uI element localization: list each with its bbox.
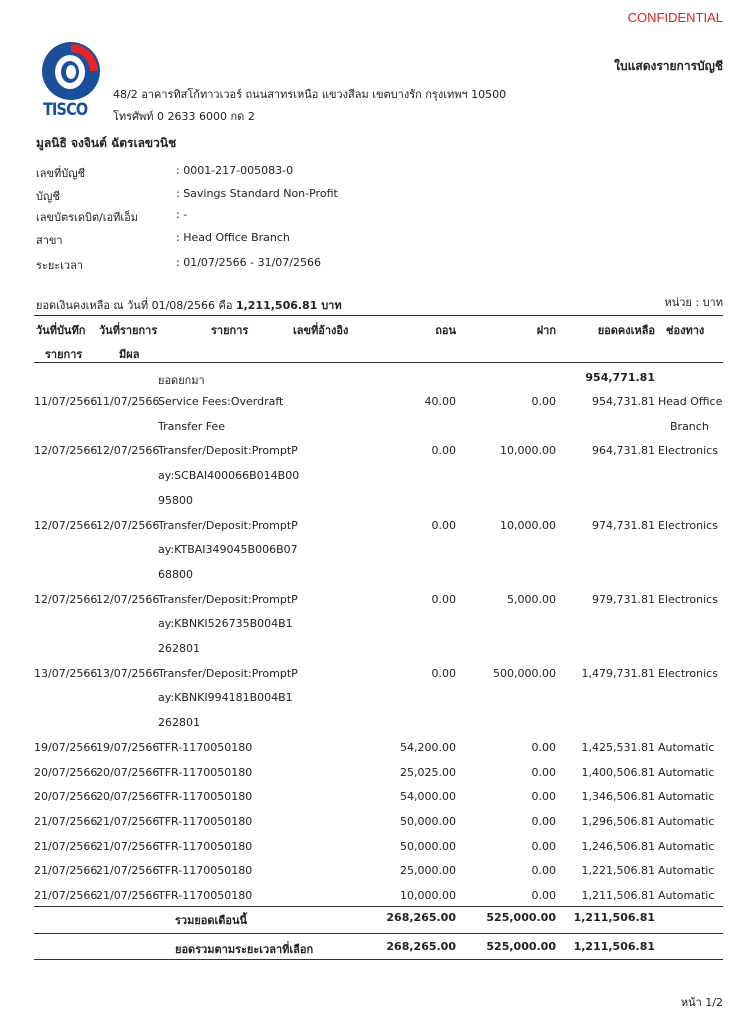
row-deposit: 0.00 [531, 814, 556, 828]
header-channel: ช่องทาง [666, 324, 705, 337]
row-withdraw: 25,025.00 [400, 765, 456, 779]
row-deposit: 0.00 [531, 864, 556, 878]
row-channel: Head Office [658, 395, 723, 408]
row-txn-date: 21/07/2566 [34, 839, 98, 853]
period-label: ระยะเวลา [36, 259, 84, 272]
row-balance: 1,211,506.81 [581, 889, 655, 902]
row-description: ay:KBNKI526735B004B1 [158, 617, 293, 631]
month-total-balance: 1,211,506.81 [573, 911, 655, 924]
row-deposit: 0.00 [531, 395, 556, 408]
row-txn-date: 21/07/2566 [34, 889, 98, 902]
period-total-withdraw: 268,265.00 [386, 940, 456, 953]
row-eff-date: 21/07/2566 [96, 864, 160, 878]
row-deposit: 500,000.00 [493, 666, 556, 680]
totals-bottom-rule [34, 959, 723, 960]
header-txn-date: วันที่บันทึก [36, 324, 86, 337]
row-balance: 1,246,506.81 [581, 839, 655, 853]
logo-text: TISCO [43, 100, 88, 120]
row-withdraw: 40.00 [424, 395, 456, 408]
row-channel: Automatic [658, 790, 715, 804]
brought-forward-balance: 954,771.81 [585, 371, 655, 384]
row-txn-date: 21/07/2566 [34, 864, 98, 878]
header-bottom-rule [34, 362, 723, 363]
account-holder: มูลนิธิ จงจินต์ ฉัตรเลขวนิช [36, 136, 177, 150]
row-description: ay:KTBAI349045B006B07 [158, 543, 298, 557]
row-eff-date: 21/07/2566 [96, 814, 160, 828]
row-description: TFR-1170050180 [158, 864, 253, 878]
row-txn-date: 12/07/2566 [34, 518, 98, 532]
document-title: ใบแสดงรายการบัญชี [614, 59, 723, 73]
row-withdraw: 25,000.00 [400, 864, 456, 878]
row-eff-date: 11/07/2566 [96, 395, 160, 408]
tisco-logo [40, 40, 102, 122]
header-reference: เลขที่อ้างอิง [293, 324, 349, 337]
row-eff-date: 12/07/2566 [96, 444, 160, 458]
row-balance: 1,400,506.81 [581, 765, 655, 779]
row-eff-date: 21/07/2566 [96, 839, 160, 853]
row-withdraw: 10,000.00 [400, 889, 456, 902]
account-number-value: : 0001-217-005083-0 [176, 164, 294, 177]
row-description: Service Fees:Overdraft [158, 395, 284, 408]
period-total-label: ยอดรวมตามระยะเวลาที่เลือก [175, 943, 314, 956]
row-channel: Automatic [658, 839, 715, 853]
row-eff-date: 13/07/2566 [96, 666, 160, 680]
row-balance: 979,731.81 [592, 592, 655, 606]
row-deposit: 0.00 [531, 790, 556, 804]
row-deposit: 5,000.00 [507, 592, 556, 606]
branch-value: : Head Office Branch [176, 231, 290, 244]
row-description: TFR-1170050180 [158, 889, 253, 902]
row-withdraw: 54,000.00 [400, 790, 456, 804]
row-description: Transfer/Deposit:PromptP [158, 666, 298, 680]
account-number-label: เลขที่บัญชี [36, 167, 86, 180]
row-channel: Automatic [658, 814, 715, 828]
row-balance: 1,479,731.81 [581, 666, 655, 680]
row-balance: 964,731.81 [592, 444, 655, 458]
totals-top-rule [34, 906, 723, 907]
month-total-label: รวมยอดเดือนนี้ [175, 914, 248, 927]
row-deposit: 0.00 [531, 740, 556, 754]
row-txn-date: 19/07/2566 [34, 740, 98, 754]
row-eff-date: 20/07/2566 [96, 765, 160, 779]
header-eff-date-line2: มีผล [119, 348, 140, 361]
row-deposit: 0.00 [531, 765, 556, 779]
row-txn-date: 21/07/2566 [34, 814, 98, 828]
row-withdraw: 50,000.00 [400, 839, 456, 853]
account-type-label: บัญชี [36, 190, 60, 203]
period-total-deposit: 525,000.00 [486, 940, 556, 953]
row-balance: 1,221,506.81 [581, 864, 655, 878]
bank-phone: โทรศัพท์ 0 2633 6000 กด 2 [113, 110, 255, 123]
row-description: TFR-1170050180 [158, 765, 253, 779]
page-number: หน้า 1/2 [680, 996, 723, 1009]
header-withdraw: ถอน [435, 324, 456, 337]
row-txn-date: 20/07/2566 [34, 790, 98, 804]
month-total-deposit: 525,000.00 [486, 911, 556, 924]
debit-card-value: : - [176, 208, 188, 221]
totals-mid-rule [34, 933, 723, 934]
row-description: TFR-1170050180 [158, 814, 253, 828]
row-description: ay:KBNKI994181B004B1 [158, 691, 293, 705]
row-withdraw: 54,200.00 [400, 740, 456, 754]
month-total-withdraw: 268,265.00 [386, 911, 456, 924]
row-txn-date: 13/07/2566 [34, 666, 98, 680]
row-eff-date: 19/07/2566 [96, 740, 160, 754]
row-channel: Automatic [658, 765, 715, 779]
row-description: TFR-1170050180 [158, 740, 253, 754]
row-description: TFR-1170050180 [158, 839, 253, 853]
row-deposit: 0.00 [531, 839, 556, 853]
header-deposit: ฝาก [536, 324, 556, 337]
row-channel: Electronics [658, 518, 718, 532]
balance-summary-text: ยอดเงินคงเหลือ ณ วันที่ 01/08/2566 คือ [36, 299, 233, 312]
row-description: Transfer/Deposit:PromptP [158, 444, 298, 458]
header-description: รายการ [211, 324, 249, 337]
bank-address: 48/2 อาคารทิสโก้ทาวเวอร์ ถนนสาทรเหนือ แขวงสีลม เขตบางรัก กรุงเทพฯ 10500 [113, 88, 507, 101]
row-channel: Automatic [658, 864, 715, 878]
header-txn-date-line2: รายการ [45, 348, 83, 361]
row-channel: Electronics [658, 592, 718, 606]
row-deposit: 0.00 [531, 889, 556, 902]
row-description: TFR-1170050180 [158, 790, 253, 804]
row-balance: 974,731.81 [592, 518, 655, 532]
row-description: 68800 [158, 567, 193, 581]
balance-summary-amount: 1,211,506.81 บาท [235, 299, 342, 312]
row-eff-date: 12/07/2566 [96, 518, 160, 532]
row-txn-date: 12/07/2566 [34, 444, 98, 458]
row-withdraw: 0.00 [431, 666, 456, 680]
row-balance: 1,425,531.81 [581, 740, 655, 754]
period-value: : 01/07/2566 - 31/07/2566 [176, 256, 321, 269]
row-channel: Branch [670, 419, 709, 433]
row-description: ay:SCBAI400066B014B00 [158, 469, 300, 483]
row-txn-date: 11/07/2566 [34, 395, 98, 408]
row-description: 95800 [158, 493, 193, 507]
brought-forward-label: ยอดยกมา [158, 374, 205, 387]
row-txn-date: 20/07/2566 [34, 765, 98, 779]
unit-label: หน่วย : บาท [664, 296, 723, 309]
row-balance: 1,346,506.81 [581, 790, 655, 804]
row-eff-date: 21/07/2566 [96, 889, 160, 902]
row-description: 262801 [158, 642, 200, 655]
row-deposit: 10,000.00 [500, 518, 556, 532]
row-balance: 954,731.81 [592, 395, 655, 408]
row-withdraw: 0.00 [431, 592, 456, 606]
row-channel: Electronics [658, 666, 718, 680]
row-withdraw: 0.00 [431, 518, 456, 532]
debit-card-label: เลขบัตรเดบิต/เอทีเอ็ม [36, 211, 139, 224]
row-channel: Electronics [658, 444, 718, 458]
confidential-label: CONFIDENTIAL [627, 10, 723, 25]
balance-summary [36, 296, 342, 314]
row-eff-date: 12/07/2566 [96, 592, 160, 606]
row-description: Transfer/Deposit:PromptP [158, 518, 298, 532]
account-type-value: : Savings Standard Non-Profit [176, 187, 338, 200]
row-description: Transfer/Deposit:PromptP [158, 592, 298, 606]
branch-label: สาขา [36, 234, 63, 247]
row-eff-date: 20/07/2566 [96, 790, 160, 804]
header-balance: ยอดคงเหลือ [597, 324, 655, 337]
row-withdraw: 50,000.00 [400, 814, 456, 828]
row-txn-date: 12/07/2566 [34, 592, 98, 606]
row-description: 262801 [158, 716, 200, 730]
row-channel: Automatic [658, 740, 715, 754]
row-balance: 1,296,506.81 [581, 814, 655, 828]
header-eff-date: วันที่รายการ [99, 324, 158, 337]
table-top-rule [34, 315, 723, 316]
row-withdraw: 0.00 [431, 444, 456, 458]
row-description: Transfer Fee [158, 419, 225, 433]
row-deposit: 10,000.00 [500, 444, 556, 458]
period-total-balance: 1,211,506.81 [573, 940, 655, 953]
row-channel: Automatic [658, 889, 715, 902]
